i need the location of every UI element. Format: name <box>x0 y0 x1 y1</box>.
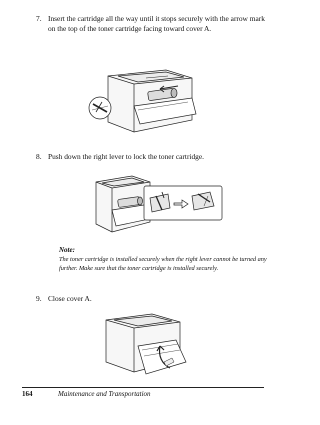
page-number: 164 <box>22 390 33 398</box>
note-text: The toner cartridge is installed securely when the right lever cannot be turned any further. Make sure that the toner cartridge is installed securely. <box>59 256 267 272</box>
step-8-number: 8. <box>36 152 42 161</box>
step-9-text: Close cover A. <box>48 294 92 303</box>
footer-section-title: Maintenance and Transportation <box>58 390 151 398</box>
step-7 <box>36 14 268 33</box>
footer-rule <box>22 387 264 388</box>
step-8 <box>36 152 268 162</box>
step-9-number: 9. <box>36 294 42 303</box>
printer-close-cover-illustration <box>98 312 190 376</box>
step-7-number: 7. <box>36 14 42 23</box>
step-8-text: Push down the right lever to lock the toner cartridge. <box>48 152 204 161</box>
step-7-text: Insert the cartridge all the way until it stops securely with the arrow mark on the top of the toner cartridge facing toward cover A. <box>48 14 265 33</box>
note-title: Note: <box>59 246 75 254</box>
printer-insert-cartridge-illustration <box>88 66 198 136</box>
step-9 <box>36 294 268 304</box>
printer-lock-lever-illustration <box>92 172 224 238</box>
